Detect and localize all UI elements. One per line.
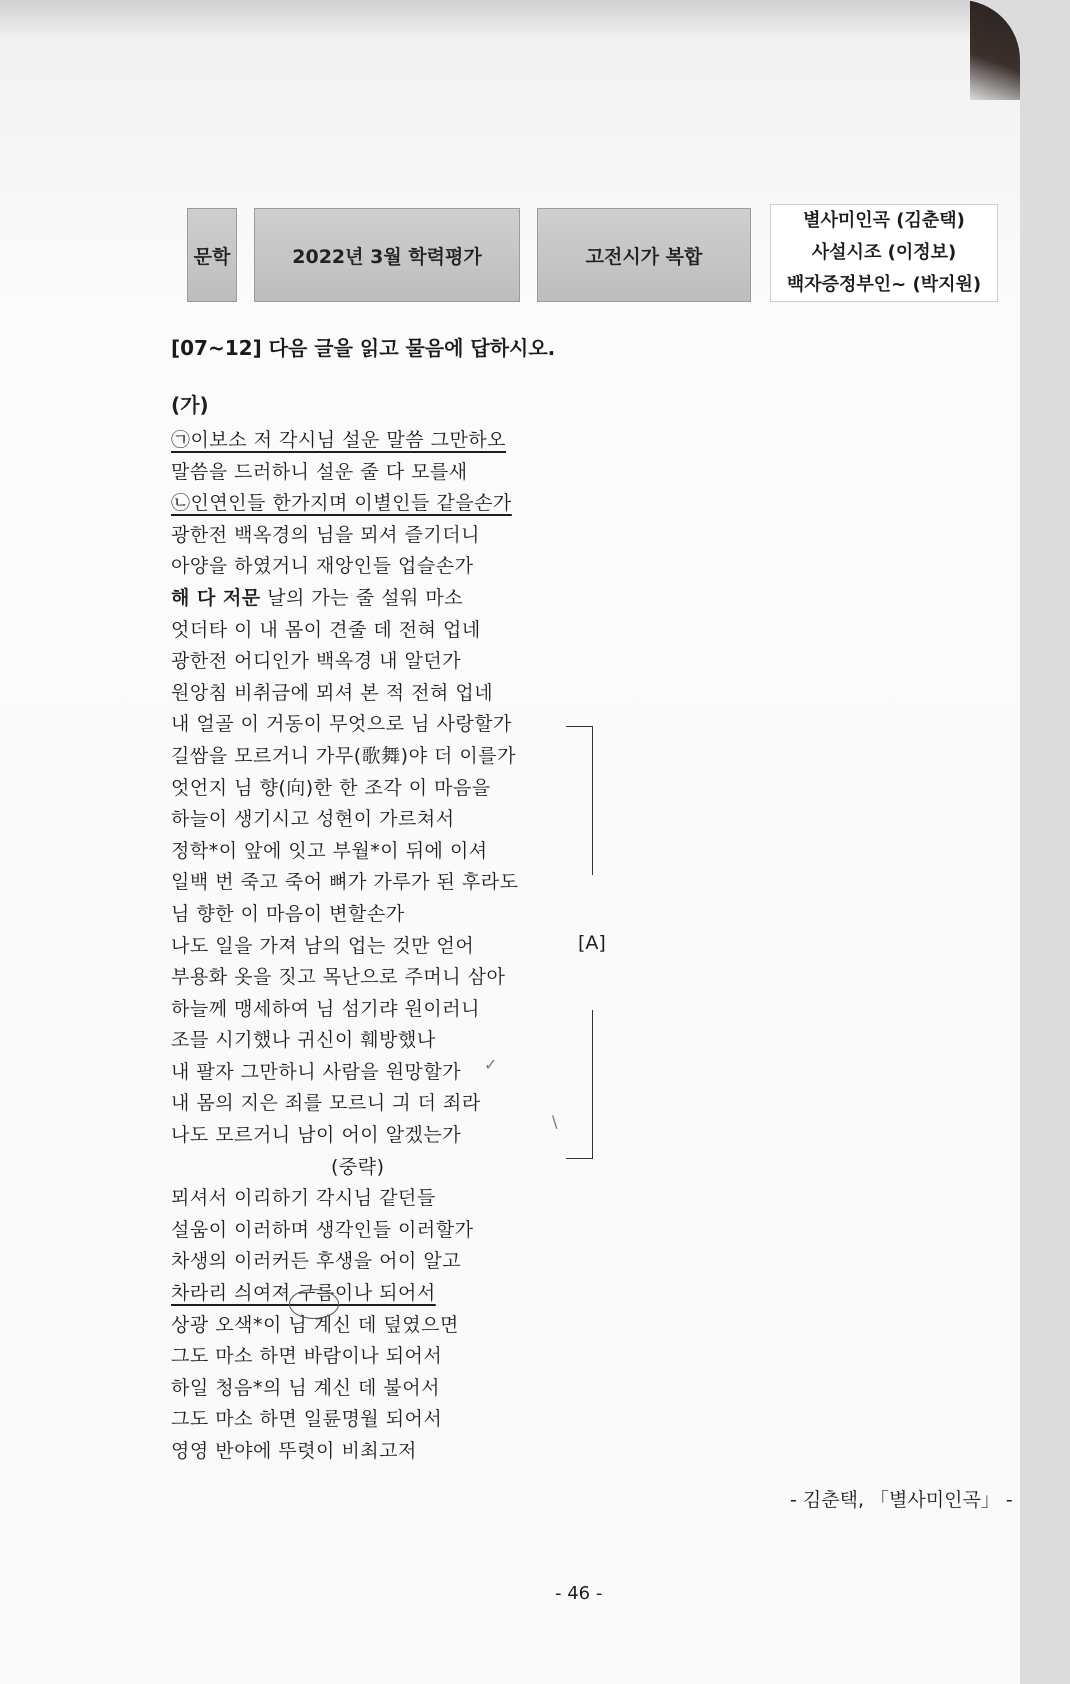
source-attribution: - 김춘택, 「별사미인곡」 - — [790, 1489, 1013, 1511]
poem-line: 영영 반야에 뚜렷이 비최고저 — [171, 1440, 417, 1462]
bracket-a-label: [A] — [578, 932, 606, 954]
poem-line: 부용화 옷을 짓고 목난으로 주머니 삼아 — [171, 966, 506, 989]
poem-line: 그도 마소 하면 일륜명월 되어서 — [171, 1408, 443, 1431]
poem-line: 원앙침 비취금에 뫼셔 본 적 전혀 업네 — [171, 681, 494, 704]
poem-line: 뫼셔서 이리하기 각시님 같던들 — [171, 1187, 436, 1210]
header-exam: 2022년 3월 학력평가 — [254, 208, 520, 302]
poem-line: 길쌈을 모르거니 가무(歌舞)야 더 이를가 — [171, 744, 516, 767]
header-works — [770, 204, 998, 302]
page-edge-shadow — [970, 0, 1020, 100]
pencil-circle-mark — [289, 1289, 339, 1319]
poem-line: 그도 마소 하면 바람이나 되어서 — [171, 1345, 443, 1368]
poem-line: 광한전 어디인가 백옥경 내 알던가 — [171, 650, 462, 673]
poem-line: 내 팔자 그만하니 사람을 원망할가 — [171, 1060, 462, 1083]
header-work-2: 사설시조 (이정보) — [811, 242, 957, 263]
poem-line: 상광 오색*이 님 계신 데 덮였으면 — [171, 1313, 459, 1336]
poem-line: ㉠이보소 저 각시님 설운 말씀 그만하오 — [171, 429, 507, 451]
header-work-1: 별사미인곡 (김춘택) — [803, 210, 965, 231]
poem-line: 내 몸의 지은 죄를 모르니 긔 더 죄라 — [171, 1092, 481, 1115]
poem-line: 하일 청음*의 님 계신 데 불어서 — [171, 1376, 440, 1399]
poem-line: 차생의 이러커든 후생을 어이 알고 — [171, 1250, 462, 1273]
bracket-a-top — [566, 726, 593, 875]
poem-line: 내 얼골 이 거동이 무엇으로 님 사랑할가 — [171, 713, 512, 736]
poem-line: 말씀을 드러하니 설운 줄 다 모를새 — [171, 460, 468, 483]
omission-marker: (중략) — [331, 1155, 385, 1178]
question-instruction: [07~12] 다음 글을 읽고 물음에 답하시오. — [171, 336, 556, 360]
poem-line: 하늘께 맹세하여 님 섬기랴 원이러니 — [171, 997, 480, 1020]
bracket-a-bottom — [566, 1010, 593, 1159]
poem-line: 엇언지 님 향(向)한 한 조각 이 마음을 — [171, 776, 491, 799]
poem-line-rest: 날의 가는 줄 설워 마소 — [267, 586, 464, 609]
pencil-tick-mark: \ — [552, 1112, 558, 1131]
poem-line: 아양을 하였거니 재앙인들 업슬손가 — [171, 555, 474, 578]
poem-line: ㉡인연인들 한가지며 이별인들 같을손가 — [171, 492, 512, 515]
poem-line: 하늘이 생기시고 성현이 가르쳐서 — [171, 808, 455, 831]
poem-line: 엇더타 이 내 몸이 견줄 데 전혀 업네 — [171, 618, 481, 641]
poem-line: 일백 번 죽고 죽어 뼈가 가루가 된 후라도 — [171, 871, 519, 894]
poem-text — [171, 425, 691, 1468]
poem-line: 나도 일을 가져 남의 업는 것만 얻어 — [171, 934, 475, 957]
page-number: - 46 - — [555, 1583, 603, 1604]
poem-line: 차라리 싀여져 구름이나 되어서 — [171, 1282, 436, 1305]
poem-line: 조믈 시기했나 귀신이 훼방했나 — [171, 1029, 436, 1052]
poem-line — [171, 583, 691, 615]
poem-line: 정학*이 앞에 잇고 부월*이 뒤에 이셔 — [171, 839, 488, 862]
poem-line: 설움이 이러하며 생각인들 이러할가 — [171, 1218, 474, 1241]
poem-line: 님 향한 이 마음이 변할손가 — [171, 902, 405, 925]
header-work-3: 백자증정부인~ (박지원) — [786, 274, 982, 295]
bold-phrase: 해 다 저문 — [171, 586, 261, 609]
section-label: (가) — [171, 393, 209, 417]
header-category: 고전시가 복합 — [537, 208, 751, 302]
poem-line: 나도 모르거니 남이 어이 알겠는가 — [171, 1124, 462, 1147]
header-subject: 문학 — [187, 208, 237, 302]
poem-line: 광한전 백옥경의 님을 뫼셔 즐기더니 — [171, 523, 480, 546]
pencil-check-mark: ✓ — [484, 1055, 498, 1074]
